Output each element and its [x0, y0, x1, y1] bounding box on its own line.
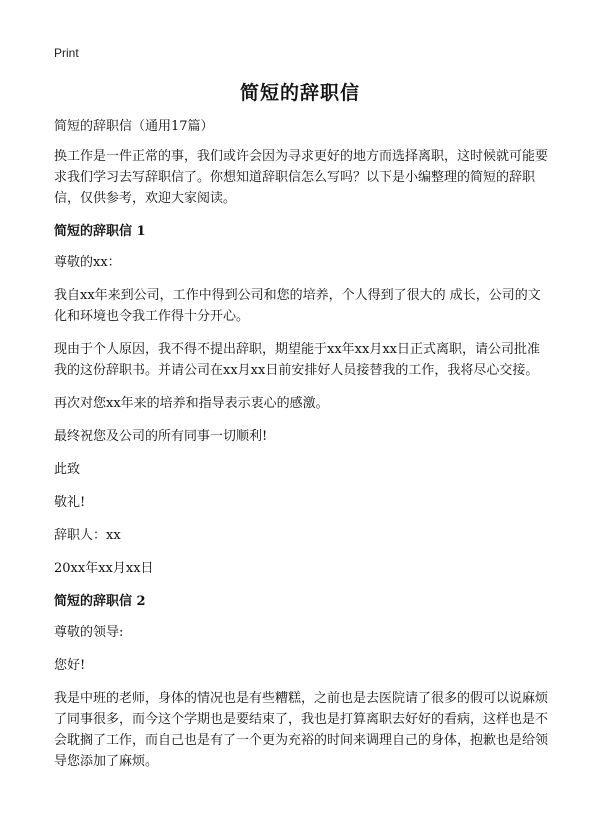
letter-2-greeting: 尊敬的领导: [54, 625, 124, 640]
document-subtitle: 简短的辞职信（通用17篇） [54, 119, 214, 134]
letter-2-hello: 您好! [54, 658, 86, 673]
letter-1-closing-2: 敬礼! [54, 495, 86, 510]
letter-1-paragraph-4: 最终祝您及公司的所有同事一切顺利! [54, 429, 268, 444]
letter-1-greeting: 尊敬的xx： [54, 255, 121, 270]
letter-1-paragraph-3: 再次对您xx年来的培养和指导表示衷心的感激。 [54, 396, 329, 411]
print-link[interactable]: Print [54, 46, 79, 60]
page-title: 简短的辞职信 [239, 82, 360, 104]
document-body [54, 116, 548, 784]
letter-1-date: 20xx年xx月xx日 [54, 561, 154, 576]
letter-1-paragraph-2: 现由于个人原因，我不得不提出辞职，期望能于xx年xx月xx日正式离职，请公司批准我的这份辞职书。并请公司在xx月xx日前安排好人员接替我的工作，我将尽心交接。 [54, 342, 540, 378]
intro-paragraph: 换工作是一件正常的事，我们或许会因为寻求更好的地方而选择离职，这时候就可能要求我们学习去写辞职信了。你想知道辞职信怎么写吗？以下是小编整理的简短的辞职信，仅供参考，欢迎大家阅读。 [54, 149, 549, 206]
letter-1-heading: 简短的辞职信 1 [54, 224, 146, 239]
letter-2-paragraph-1: 我是中班的老师，身体的情况也是有些糟糕，之前也是去医院请了很多的假可以说麻烦了同事很多，而今这个学期也是要结束了，我也是打算离职去好好的看病，这样也是不会耽搁了工作，而自己也是有了一个更为充裕的时间来调理自己的身体，抱歉也是给领导您添加了麻烦。 [54, 691, 549, 769]
letter-1-paragraph-1: 我自xx年来到公司，工作中得到公司和您的培养，个人得到了很大的 成长，公司的文化和环境也令我工作得十分开心。 [54, 288, 541, 324]
letter-2-heading: 简短的辞职信 2 [54, 594, 146, 609]
letter-1-closing-1: 此致 [54, 462, 81, 477]
letter-1-signature: 辞职人：xx [54, 528, 121, 543]
